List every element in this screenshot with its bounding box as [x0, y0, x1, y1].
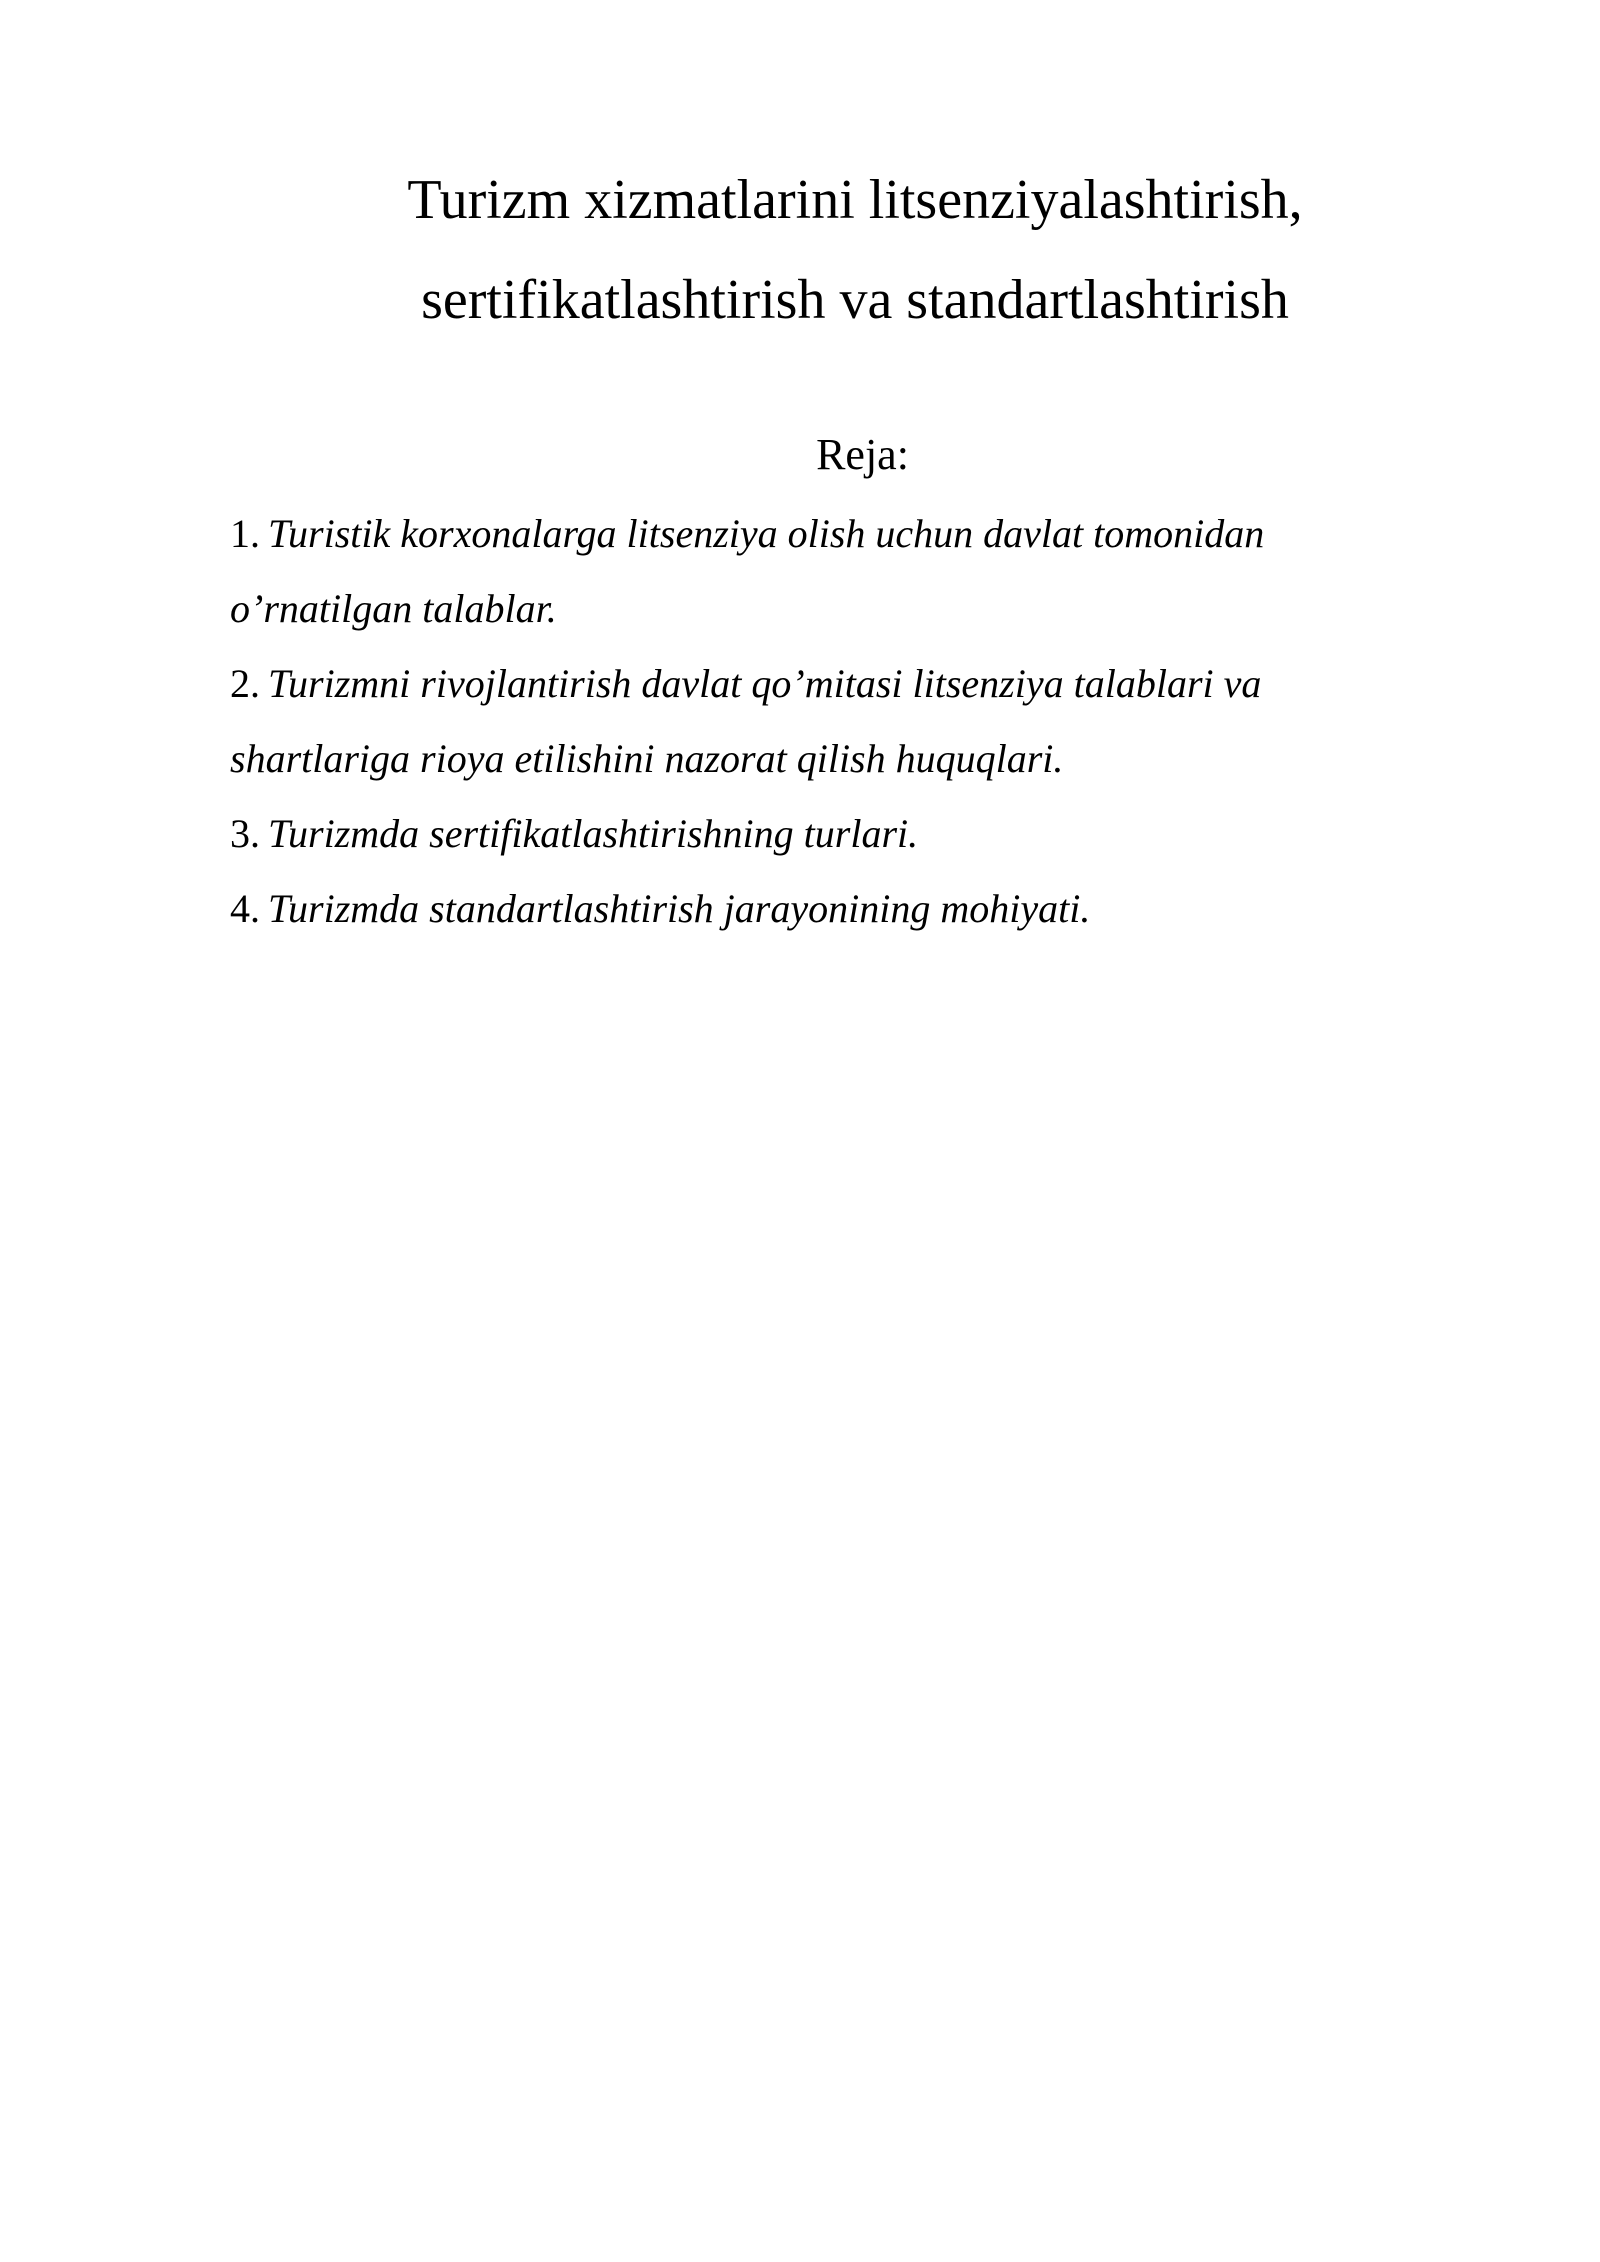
plan-item-text: Turizmni rivojlantirish davlat qo’mitasi litsenziya talablari va shartlariga rioya etilishini nazorat qilish huquqlari.: [230, 661, 1262, 781]
plan-list: [230, 496, 1380, 946]
plan-item-number: 2.: [230, 661, 260, 706]
document-title-line-1: Turizm xizmatlarini litsenziyalashtirish,: [407, 169, 1303, 231]
plan-heading: Reja:: [816, 430, 909, 479]
plan-item-1: [230, 496, 1380, 646]
plan-item-number: 1.: [230, 511, 260, 556]
plan-item-3: [230, 796, 1380, 871]
plan-item-2: [230, 646, 1380, 796]
plan-item-number: 4.: [230, 886, 260, 931]
plan-item-4: [230, 871, 1380, 946]
plan-item-text: Turizmda sertifikatlashtirishning turlari.: [268, 811, 919, 856]
plan-item-text: Turistik korxonalarga litsenziya olish uchun davlat tomonidan o’rnatilgan talablar.: [230, 511, 1265, 631]
plan-item-text: Turizmda standartlashtirish jarayonining mohiyati.: [268, 886, 1091, 931]
document-title: [280, 150, 1430, 350]
document-title-line-2: sertifikatlashtirish va standartlashtirish: [421, 269, 1289, 331]
plan-item-number: 3.: [230, 811, 260, 856]
